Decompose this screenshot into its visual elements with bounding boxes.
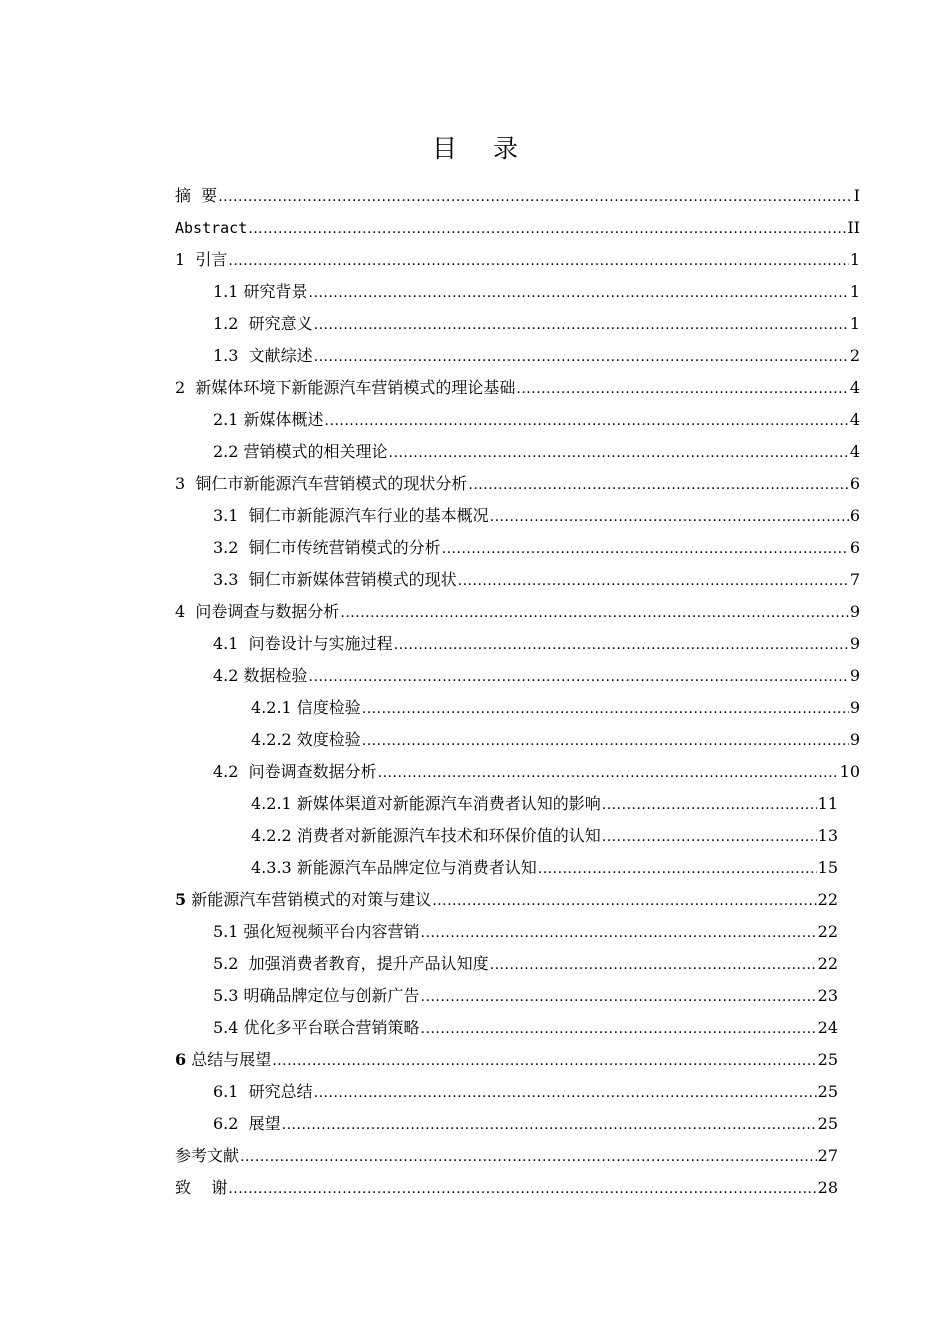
toc-entry-number: 3.2 bbox=[213, 538, 239, 557]
dot-leader bbox=[602, 788, 817, 821]
dot-leader bbox=[325, 404, 849, 437]
toc-entry-text: Abstract bbox=[175, 219, 248, 237]
dot-leader bbox=[240, 1140, 817, 1173]
toc-entry-page-number: 28 bbox=[817, 1178, 838, 1197]
toc-entry-number: 1.3 bbox=[213, 346, 239, 365]
toc-entry-text: 新能源汽车品牌定位与消费者认知 bbox=[291, 858, 537, 877]
toc-entry-label bbox=[251, 724, 361, 756]
toc-entry[interactable] bbox=[175, 404, 860, 436]
toc-entry-number: 2.2 bbox=[213, 442, 239, 461]
toc-entry-label bbox=[213, 564, 457, 596]
toc-entry-text: 铜仁市新能源汽车行业的基本概况 bbox=[238, 506, 489, 525]
toc-entry-number: 1.1 bbox=[213, 282, 239, 301]
dot-leader bbox=[432, 884, 816, 917]
toc-entry-label bbox=[213, 980, 420, 1012]
toc-entry-page-number: 4 bbox=[849, 410, 860, 429]
toc-entry[interactable] bbox=[175, 308, 860, 340]
toc-entry-label bbox=[251, 692, 361, 724]
dot-leader bbox=[389, 436, 849, 469]
toc-entry-text: 铜仁市新能源汽车营销模式的现状分析 bbox=[185, 474, 468, 493]
toc-entry-text: 问卷设计与实施过程 bbox=[238, 634, 393, 653]
toc-entry-text: 参考文献 bbox=[175, 1146, 240, 1165]
toc-entry-text: 明确品牌定位与创新广告 bbox=[238, 986, 420, 1005]
toc-entry-label bbox=[251, 820, 601, 852]
dot-leader bbox=[421, 980, 817, 1013]
toc-entry-label bbox=[175, 1172, 227, 1204]
dot-leader bbox=[362, 724, 849, 757]
toc-entry-text: 问卷调查数据分析 bbox=[238, 762, 377, 781]
toc-entry-page-number: 13 bbox=[817, 826, 838, 845]
toc-entry-number: 3.1 bbox=[213, 506, 239, 525]
toc-entry-page-number: 1 bbox=[849, 250, 860, 269]
toc-entry-label bbox=[213, 1108, 281, 1140]
toc-entry[interactable] bbox=[175, 1076, 860, 1108]
toc-entry-text: 新能源汽车营销模式的对策与建议 bbox=[186, 890, 432, 909]
toc-entry[interactable] bbox=[175, 564, 860, 596]
toc-entry[interactable] bbox=[175, 340, 860, 372]
toc-entry-text: 铜仁市新媒体营销模式的现状 bbox=[238, 570, 457, 589]
toc-entry-number: 4.2.2 bbox=[251, 826, 292, 845]
toc-entry-label bbox=[251, 852, 537, 884]
toc-entry[interactable] bbox=[175, 596, 860, 628]
toc-entry-page-number: 9 bbox=[849, 602, 860, 621]
toc-entry-text: 问卷调查与数据分析 bbox=[185, 602, 340, 621]
toc-entry-number: 4.2.1 bbox=[251, 698, 292, 717]
dot-leader bbox=[282, 1108, 817, 1141]
toc-entry[interactable] bbox=[175, 500, 860, 532]
toc-entry[interactable] bbox=[175, 692, 860, 724]
toc-entry-page-number: 2 bbox=[849, 346, 860, 365]
toc-entry-text: 展望 bbox=[238, 1114, 281, 1133]
toc-entry-label bbox=[213, 660, 308, 692]
toc-entry-label bbox=[175, 884, 431, 916]
toc-entry-number: 4 bbox=[175, 602, 186, 621]
dot-leader bbox=[516, 372, 848, 405]
toc-entry-number: 4.2 bbox=[213, 762, 239, 781]
toc-entry-page-number: 9 bbox=[849, 730, 860, 749]
dot-leader bbox=[538, 852, 817, 885]
toc-entry-label bbox=[213, 948, 489, 980]
toc-entry[interactable] bbox=[175, 1012, 860, 1044]
toc-entry-text: 新媒体渠道对新能源汽车消费者认知的影响 bbox=[291, 794, 601, 813]
toc-entry-text: 摘 要 bbox=[175, 186, 218, 205]
dot-leader bbox=[490, 948, 817, 981]
toc-entry-page-number: 25 bbox=[817, 1082, 838, 1101]
toc-entry-page-number: 7 bbox=[849, 570, 860, 589]
toc-entry-page-number: 25 bbox=[817, 1114, 838, 1133]
toc-entry-page-number: 24 bbox=[817, 1018, 838, 1037]
toc-entry-number: 4.2.1 bbox=[251, 794, 292, 813]
toc-entry[interactable] bbox=[175, 916, 860, 948]
toc-entry-number: 5.3 bbox=[213, 986, 239, 1005]
toc-entry-page-number: 4 bbox=[849, 378, 860, 397]
toc-entry-page-number: 23 bbox=[817, 986, 838, 1005]
toc-entry-page-number: 22 bbox=[817, 890, 838, 909]
toc-entry-page-number: 1 bbox=[849, 314, 860, 333]
toc-entry[interactable] bbox=[175, 788, 860, 820]
toc-entry-page-number: 22 bbox=[817, 922, 838, 941]
toc-entry[interactable] bbox=[175, 724, 860, 756]
toc-entry-page-number: 27 bbox=[817, 1146, 838, 1165]
toc-entry-text: 铜仁市传统营销模式的分析 bbox=[238, 538, 441, 557]
toc-entry-text: 优化多平台联合营销策略 bbox=[238, 1018, 420, 1037]
toc-entry-label bbox=[213, 404, 324, 436]
toc-entry-label bbox=[175, 1140, 239, 1172]
dot-leader bbox=[248, 212, 846, 245]
toc-entry-page-number: 4 bbox=[849, 442, 860, 461]
toc-entry-page-number: 6 bbox=[849, 538, 860, 557]
dot-leader bbox=[340, 596, 848, 629]
toc-entry-text: 强化短视频平台内容营销 bbox=[238, 922, 420, 941]
toc-entry-label bbox=[251, 788, 601, 820]
toc-entry[interactable] bbox=[175, 852, 860, 884]
toc-entry-text: 消费者对新能源汽车技术和环保价值的认知 bbox=[291, 826, 601, 845]
toc-entry-text: 研究背景 bbox=[238, 282, 308, 301]
toc-entry-page-number: 25 bbox=[817, 1050, 838, 1069]
toc-entry[interactable] bbox=[175, 884, 860, 916]
toc-entry-label bbox=[213, 276, 308, 308]
toc-entry-number: 2 bbox=[175, 378, 186, 397]
toc-entry-number: 5.1 bbox=[213, 922, 239, 941]
dot-leader bbox=[218, 180, 852, 213]
dot-leader bbox=[228, 1172, 816, 1205]
toc-entry[interactable] bbox=[175, 212, 860, 244]
dot-leader bbox=[309, 276, 849, 309]
toc-entry-page-number: 9 bbox=[849, 698, 860, 717]
toc-entry-number: 4.2.2 bbox=[251, 730, 292, 749]
toc-entry-label bbox=[175, 468, 467, 500]
toc-entry-page-number: 15 bbox=[817, 858, 838, 877]
toc-entry-text: 新媒体概述 bbox=[238, 410, 324, 429]
toc-entry-text: 研究总结 bbox=[238, 1082, 313, 1101]
toc-entry-text: 文献综述 bbox=[238, 346, 313, 365]
toc-entry-label bbox=[213, 340, 313, 372]
toc-entry-number: 4.2 bbox=[213, 666, 239, 685]
toc-entry-label bbox=[213, 436, 388, 468]
toc-entry[interactable] bbox=[175, 948, 860, 980]
toc-entry[interactable] bbox=[175, 468, 860, 500]
toc-entry-label bbox=[175, 596, 339, 628]
toc-entry-number: 3 bbox=[175, 474, 186, 493]
toc-entry-number: 2.1 bbox=[213, 410, 239, 429]
toc-entry-label bbox=[213, 756, 377, 788]
toc-entry-page-number: II bbox=[847, 218, 860, 237]
toc-entry-text: 数据检验 bbox=[238, 666, 308, 685]
toc-entry[interactable] bbox=[175, 1140, 860, 1172]
dot-leader bbox=[314, 1076, 817, 1109]
toc-entry-text: 引言 bbox=[185, 250, 228, 269]
toc-entry-number: 5 bbox=[175, 890, 187, 909]
toc-entry-text: 加强消费者教育，提升产品认知度 bbox=[238, 954, 489, 973]
toc-entry-text: 营销模式的相关理论 bbox=[238, 442, 388, 461]
toc-entry-number: 3.3 bbox=[213, 570, 239, 589]
toc-entry[interactable] bbox=[175, 436, 860, 468]
dot-leader bbox=[309, 660, 849, 693]
toc-entry-page-number: 11 bbox=[817, 794, 838, 813]
toc-entry-number: 6 bbox=[175, 1050, 187, 1069]
toc-entry[interactable] bbox=[175, 532, 860, 564]
toc-entry[interactable] bbox=[175, 980, 860, 1012]
toc-entry-page-number: 10 bbox=[839, 762, 860, 781]
toc-entry[interactable] bbox=[175, 372, 860, 404]
toc-entry-number: 1 bbox=[175, 250, 186, 269]
dot-leader bbox=[421, 1012, 817, 1045]
dot-leader bbox=[272, 1044, 816, 1077]
toc-entry-page-number: 1 bbox=[849, 282, 860, 301]
dot-leader bbox=[314, 340, 849, 373]
toc-entry-label bbox=[175, 180, 217, 212]
toc-entry-text: 致 谢 bbox=[175, 1178, 228, 1197]
toc-entry-number: 5.2 bbox=[213, 954, 239, 973]
toc-entry-text: 新媒体环境下新能源汽车营销模式的理论基础 bbox=[185, 378, 516, 397]
dot-leader bbox=[458, 564, 849, 597]
toc-entry-text: 总结与展望 bbox=[186, 1050, 272, 1069]
dot-leader bbox=[490, 500, 849, 533]
toc-entry[interactable] bbox=[175, 180, 860, 212]
toc-entry-label bbox=[175, 1044, 271, 1076]
toc-entry[interactable] bbox=[175, 244, 860, 276]
page-title: 目 录 bbox=[432, 134, 532, 163]
toc-entry-page-number: 9 bbox=[849, 634, 860, 653]
toc-entry-text: 研究意义 bbox=[238, 314, 313, 333]
toc-entry-number: 6.1 bbox=[213, 1082, 239, 1101]
toc-entry-text: 效度检验 bbox=[291, 730, 361, 749]
toc-entry-label bbox=[175, 212, 247, 244]
toc-entry-page-number: 6 bbox=[849, 506, 860, 525]
toc-entry-number: 4.1 bbox=[213, 634, 239, 653]
toc-entry-label bbox=[213, 500, 489, 532]
dot-leader bbox=[468, 468, 848, 501]
dot-leader bbox=[314, 308, 849, 341]
toc-entry-label bbox=[213, 532, 441, 564]
toc-entry-label bbox=[213, 308, 313, 340]
toc-entry-label bbox=[213, 628, 393, 660]
toc-entry[interactable] bbox=[175, 756, 860, 788]
toc-entry-label bbox=[175, 372, 515, 404]
toc-entry-label bbox=[213, 1012, 420, 1044]
toc-entry[interactable] bbox=[175, 660, 860, 692]
dot-leader bbox=[362, 692, 849, 725]
toc-entry-text: 信度检验 bbox=[291, 698, 361, 717]
toc-entry[interactable] bbox=[175, 1172, 860, 1204]
toc-entry-number: 4.3.3 bbox=[251, 858, 292, 877]
table-of-contents bbox=[175, 180, 860, 1204]
dot-leader bbox=[442, 532, 849, 565]
toc-entry-number: 6.2 bbox=[213, 1114, 239, 1133]
toc-entry-page-number: 9 bbox=[849, 666, 860, 685]
toc-entry-page-number: 6 bbox=[849, 474, 860, 493]
toc-entry-page-number: I bbox=[853, 186, 860, 205]
toc-entry-number: 5.4 bbox=[213, 1018, 239, 1037]
toc-entry-label bbox=[175, 244, 227, 276]
dot-leader bbox=[378, 756, 839, 789]
toc-entry[interactable] bbox=[175, 820, 860, 852]
toc-entry-number: 1.2 bbox=[213, 314, 239, 333]
toc-entry-page-number: 22 bbox=[817, 954, 838, 973]
toc-entry[interactable] bbox=[175, 1044, 860, 1076]
toc-entry[interactable] bbox=[175, 1108, 860, 1140]
toc-entry[interactable] bbox=[175, 276, 860, 308]
toc-entry-label bbox=[213, 1076, 313, 1108]
dot-leader bbox=[228, 244, 848, 277]
dot-leader bbox=[394, 628, 849, 661]
dot-leader bbox=[421, 916, 817, 949]
toc-entry-label bbox=[213, 916, 420, 948]
toc-entry[interactable] bbox=[175, 628, 860, 660]
dot-leader bbox=[602, 820, 817, 853]
